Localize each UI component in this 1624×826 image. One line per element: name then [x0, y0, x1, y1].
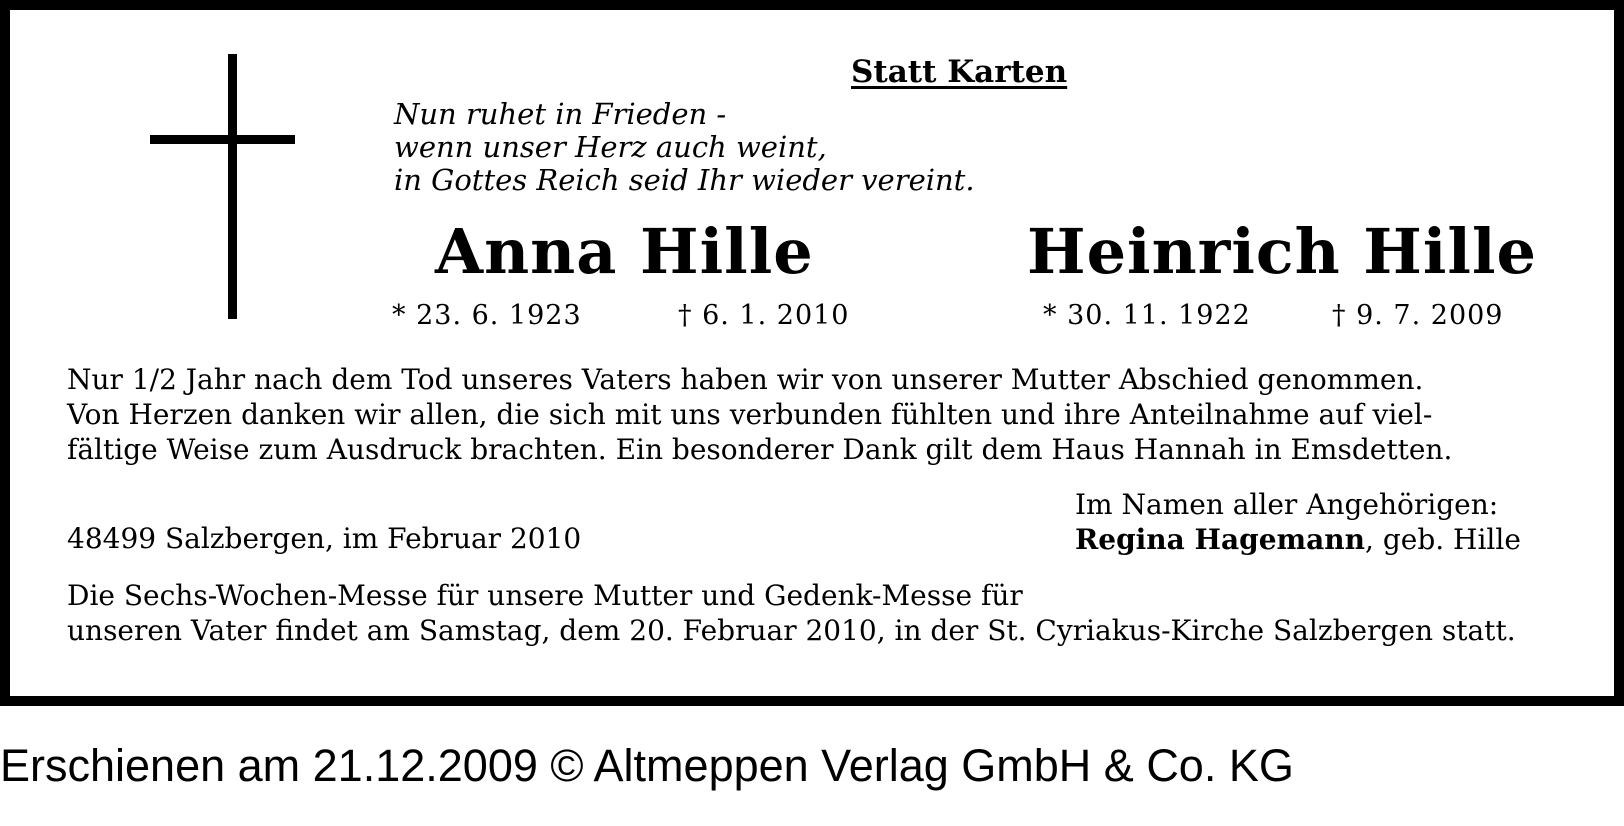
body-line: Nur 1/2 Jahr nach dem Tod unseres Vaters haben wir von unserer Mutter Abschied genommen. — [67, 363, 1424, 396]
cross-icon-bar — [150, 135, 295, 144]
birth-date-heinrich: * 30. 11. 1922 — [1043, 300, 1251, 331]
birth-date-anna: * 23. 6. 1923 — [392, 300, 582, 331]
signature-intro: Im Namen aller Angehörigen: — [1075, 488, 1499, 521]
poem-line: Nun ruhet in Frieden - — [394, 97, 727, 131]
person-name-anna: Anna Hille — [435, 215, 814, 288]
signature-name: Regina Hagemann — [1075, 523, 1366, 556]
signature-suffix: , geb. Hille — [1365, 523, 1521, 556]
person-name-heinrich: Heinrich Hille — [1027, 215, 1537, 288]
publication-footer: Erschienen am 21.12.2009 © Altmeppen Verlag GmbH & Co. KG — [0, 740, 1294, 791]
death-date-anna: † 6. 1. 2010 — [678, 300, 850, 331]
death-date-heinrich: † 9. 7. 2009 — [1332, 300, 1504, 331]
mass-announcement — [67, 578, 1516, 648]
notice-header: Statt Karten — [851, 54, 1068, 90]
notice-body — [67, 362, 1452, 467]
body-line: Von Herzen danken wir allen, die sich mit uns verbunden fühlten und ihre Anteilnahme auf viel- — [67, 398, 1433, 431]
mass-line: Die Sechs-Wochen-Messe für unsere Mutter und Gedenk-Messe für — [67, 579, 1023, 612]
poem-line: in Gottes Reich seid Ihr wieder vereint. — [394, 163, 975, 197]
poem — [394, 98, 975, 197]
mass-line: unseren Vater findet am Samstag, dem 20. Februar 2010, in der St. Cyriakus-Kirche Salzbergen statt. — [67, 614, 1516, 647]
signature — [1075, 487, 1521, 557]
place-date: 48499 Salzbergen, im Februar 2010 — [67, 522, 582, 555]
body-line: fältige Weise zum Ausdruck brachten. Ein besonderer Dank gilt dem Haus Hannah in Emsdetten. — [67, 433, 1453, 466]
cross-icon — [228, 54, 237, 319]
signature-line — [1075, 522, 1521, 557]
poem-line: wenn unser Herz auch weint, — [394, 130, 827, 164]
